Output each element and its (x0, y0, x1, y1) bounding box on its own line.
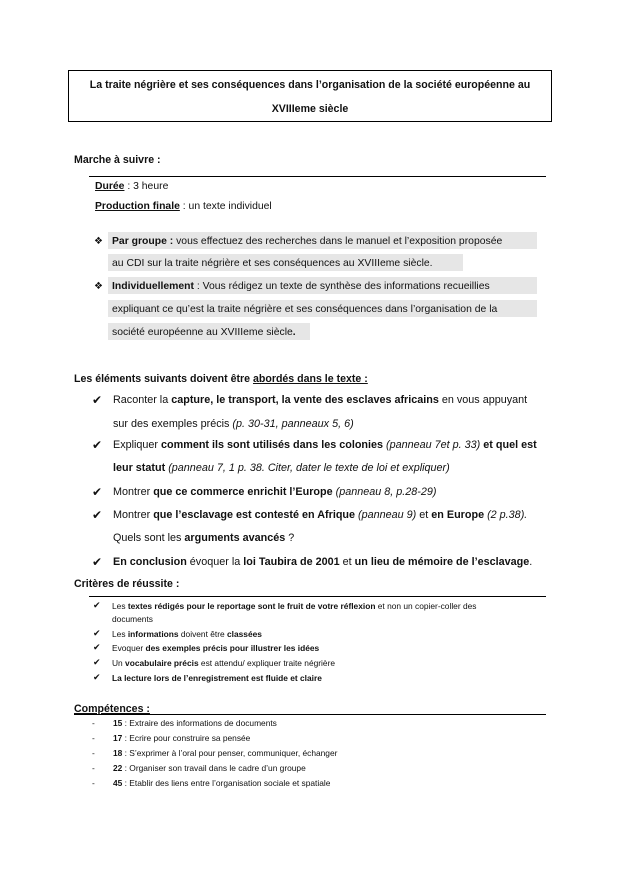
text-run: en Europe (431, 509, 485, 521)
competence-text: : Extraire des informations de documents (122, 718, 277, 728)
checkmark-icon: ✔ (92, 555, 103, 569)
text-run: un lieu de mémoire de l’esclavage (354, 556, 530, 568)
text-run: (panneau 9) (355, 509, 417, 521)
critere-line (112, 629, 262, 639)
competence-text: : S’exprimer à l’oral pour penser, communiquer, échanger (122, 748, 338, 758)
critere-line (112, 658, 335, 668)
text-run: Les (112, 629, 128, 639)
checkmark-icon: ✔ (92, 393, 103, 407)
text-run: Evoquer (112, 643, 146, 653)
text-run: arguments avancés (184, 532, 286, 544)
element-line (113, 532, 294, 544)
competence-number: 18 (113, 748, 123, 758)
text-run: doivent être (178, 629, 227, 639)
text-run: informations (127, 629, 179, 639)
duree-line (95, 181, 168, 192)
indiv-label: Individuellement (112, 281, 194, 292)
text-run: (panneau 7et p. 33) (383, 439, 481, 451)
competence-number: 15 (113, 718, 123, 728)
text-run: capture, le transport, la vente des esclaves africains (171, 394, 439, 406)
dash-bullet: - (92, 718, 95, 728)
dash-bullet: - (92, 748, 95, 758)
checkmark-icon: ✔ (92, 438, 103, 452)
text-run: sur des exemples précis (113, 418, 233, 430)
text-run: Montrer (113, 486, 154, 498)
text-run: Montrer (113, 509, 154, 521)
critere-line (112, 643, 319, 653)
text-run: classées (226, 629, 262, 639)
text-run: vocabulaire précis (125, 658, 199, 668)
groupe-label: Par groupe : (112, 236, 174, 247)
text-run: et (416, 509, 432, 521)
text-run: des exemples précis pour illustrer les idées (145, 643, 320, 653)
element-line (113, 394, 527, 406)
text-run: (p. 30-31, panneaux 5, 6) (232, 418, 354, 430)
element-line (113, 418, 354, 430)
text-run: et non un copier-coller des (375, 601, 477, 611)
text-run: . (529, 556, 533, 568)
diamond-bullet-icon: ❖ (94, 281, 103, 292)
text-run: comment ils sont utilisés dans les colonies (161, 439, 384, 451)
checkmark-icon: ✔ (92, 485, 103, 499)
checkmark-icon: ✔ (93, 600, 101, 610)
text-run: et (339, 556, 355, 568)
production-line (95, 201, 272, 212)
elements-heading: Les éléments suivants doivent être abordés dans le texte : (74, 373, 368, 385)
checkmark-icon: ✔ (93, 628, 101, 638)
duree-value: : 3 heure (124, 181, 169, 192)
competence-text: : Organiser son travail dans le cadre d’un groupe (122, 763, 306, 773)
title-line-2: XVIIIeme siècle (271, 103, 349, 115)
text-run: loi Taubira de 2001 (243, 556, 340, 568)
text-run: (panneau 7, 1 p. 38. Citer, dater le texte de loi et expliquer) (165, 462, 450, 474)
criteres-heading: Critères de réussite : (74, 578, 180, 590)
critere-line (112, 673, 322, 683)
marche-rule (89, 176, 546, 177)
groupe-line-2: au CDI sur la traite négrière et ses conséquences au XVIIIeme siècle. (112, 258, 433, 269)
production-value: : un texte individuel (179, 201, 272, 212)
text-run: La lecture lors de l’enregistrement est fluide et claire (112, 673, 322, 683)
dash-bullet: - (92, 763, 95, 773)
element-line (113, 439, 537, 451)
text-run: leur statut (113, 462, 166, 474)
competence-line (113, 778, 330, 788)
indiv-line-2: expliquant ce qu’est la traite négrière et ses conséquences dans l’organisation de la (112, 304, 498, 315)
checkmark-icon: ✔ (93, 657, 101, 667)
checkmark-icon: ✔ (93, 642, 101, 652)
marche-heading: Marche à suivre : (74, 154, 161, 166)
competences-rule (74, 714, 546, 715)
competence-number: 45 (113, 778, 123, 788)
text-run: et quel est (480, 439, 537, 451)
groupe-line-1: Par groupe : vous effectuez des recherches dans le manuel et l’exposition proposée (112, 236, 503, 247)
competence-line (113, 733, 250, 743)
competence-number: 17 (113, 733, 123, 743)
competence-line (113, 718, 277, 728)
competence-line (113, 748, 337, 758)
dash-bullet: - (92, 778, 95, 788)
text-run: évoquer la (186, 556, 244, 568)
title-line-1: La traite négrière et ses conséquences dans l’organisation de la société européenne au (89, 79, 531, 91)
critere-line (112, 601, 476, 611)
text-run: textes rédigés pour le reportage sont le fruit de votre réflexion (127, 601, 376, 611)
text-run: En conclusion (113, 556, 187, 568)
text-run: en vous appuyant (438, 394, 528, 406)
dash-bullet: - (92, 733, 95, 743)
element-line (113, 556, 532, 568)
text-run: est attendu/ expliquer traite négrière (198, 658, 336, 668)
text-run: Les (112, 601, 128, 611)
checkmark-icon: ✔ (93, 672, 101, 682)
critere-line: documents (112, 614, 153, 624)
text-run: Quels sont les (113, 532, 185, 544)
element-line (113, 509, 527, 521)
text-run: Un (112, 658, 126, 668)
criteres-rule (89, 596, 546, 597)
production-label: Production finale (95, 201, 180, 212)
text-run: (panneau 8, p.28-29) (332, 486, 437, 498)
indiv-line-1: Individuellement : Vous rédigez un texte de synthèse des informations recueillies (112, 281, 490, 292)
duree-label: Durée (95, 181, 125, 192)
text-run: Expliquer (113, 439, 162, 451)
competence-line (113, 763, 306, 773)
element-line (113, 462, 450, 474)
indiv-line-3: société européenne au XVIIIeme siècle. (112, 327, 296, 338)
competence-text: : Etablir des liens entre l’organisation sociale et spatiale (122, 778, 331, 788)
element-line (113, 486, 436, 498)
title-box (68, 70, 552, 122)
text-run: Raconter la (113, 394, 172, 406)
diamond-bullet-icon: ❖ (94, 236, 103, 247)
competences-heading: Compétences : (74, 703, 150, 715)
text-run: que l’esclavage est contesté en Afrique (153, 509, 356, 521)
text-run: que ce commerce enrichit l’Europe (153, 486, 333, 498)
text-run: ? (285, 532, 295, 544)
checkmark-icon: ✔ (92, 508, 103, 522)
competence-text: : Ecrire pour construire sa pensée (122, 733, 251, 743)
text-run: (2 p.38). (484, 509, 528, 521)
competence-number: 22 (113, 763, 123, 773)
